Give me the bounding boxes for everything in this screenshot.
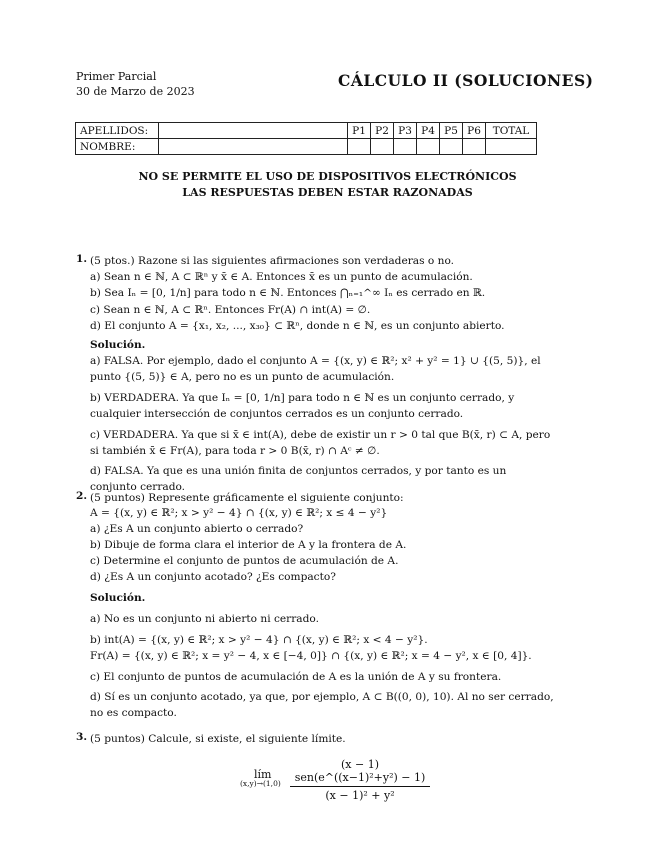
q1-item-a: a) Sean n ∈ ℕ, A ⊂ ℝⁿ y x̄ ∈ A. Entonces x̄ es un punto de acumulación. bbox=[90, 271, 473, 283]
q1-solution-d: d) FALSA. Ya que es una unión finita de conjuntos cerrados, y por tanto es un conjunto cerrado. bbox=[90, 465, 507, 493]
col-p5: P5 bbox=[440, 123, 463, 139]
question-number: 1. bbox=[76, 253, 88, 265]
q1-statement: (5 ptos.) Razone si las siguientes afirmaciones son verdaderas o no. bbox=[90, 255, 455, 267]
q2-solution-c: c) El conjunto de puntos de acumulación de A es la unión de A y su frontera. bbox=[90, 671, 502, 683]
col-p6: P6 bbox=[463, 123, 486, 139]
q2-item-a: a) ¿Es A un conjunto abierto o cerrado? bbox=[90, 523, 304, 535]
q1-item-b: b) Sea Iₙ = [0, 1/n] para todo n ∈ ℕ. Entonces ⋂ₙ₌₁^∞ Iₙ es cerrado en ℝ. bbox=[90, 287, 486, 299]
score-p6[interactable] bbox=[463, 139, 486, 155]
col-total: TOTAL bbox=[486, 123, 537, 139]
score-p2[interactable] bbox=[371, 139, 394, 155]
exam-header-left bbox=[76, 69, 195, 99]
exam-date: 30 de Marzo de 2023 bbox=[76, 85, 195, 98]
q2-item-d: d) ¿Es A un conjunto acotado? ¿Es compacto? bbox=[90, 571, 336, 583]
grade-table bbox=[75, 122, 537, 155]
q2-item-c: c) Determine el conjunto de puntos de acumulación de A. bbox=[90, 555, 399, 567]
grade-table-row bbox=[76, 139, 537, 155]
grade-table-row bbox=[76, 123, 537, 139]
exam-type: Primer Parcial bbox=[76, 70, 157, 83]
limit-subscript: (x,y)→(1,0) bbox=[240, 779, 281, 788]
question-number: 2. bbox=[76, 490, 88, 502]
question-number: 3. bbox=[76, 731, 88, 743]
q1-solution-c: c) VERDADERA. Ya que si x̄ ∈ int(A), debe de existir un r > 0 tal que B(x̄, r) ⊂ A, pero si también x̄ ∈ Fr(A), para toda r > 0 B(x̄, r) ∩ Aᶜ ≠ ∅. bbox=[90, 429, 551, 457]
q1-item-d: d) El conjunto A = {x₁, x₂, ..., x₃₀} ⊂ ℝⁿ, donde n ∈ ℕ, es un conjunto abierto. bbox=[90, 320, 505, 332]
score-p4[interactable] bbox=[417, 139, 440, 155]
page-title: CÁLCULO II (SOLUCIONES) bbox=[338, 71, 594, 90]
q2-solution-a: a) No es un conjunto ni abierto ni cerrado. bbox=[90, 613, 319, 625]
q1-solution-b: b) VERDADERA. Ya que Iₙ = [0, 1/n] para todo n ∈ ℕ es un conjunto cerrado, y cualquier intersección de conjuntos cerrados es un conjunto cerrado. bbox=[90, 392, 515, 420]
limit-numerator: (x − 1) sen(e^((x−1)²+y²) − 1) bbox=[290, 758, 430, 787]
limit-denominator: (x − 1)² + y² bbox=[325, 789, 395, 802]
q2-statement: (5 puntos) Represente gráficamente el siguiente conjunto: bbox=[90, 492, 404, 504]
col-p2: P2 bbox=[371, 123, 394, 139]
col-p4: P4 bbox=[417, 123, 440, 139]
q1-solution-label: Solución. bbox=[90, 339, 146, 351]
q2-solution-label: Solución. bbox=[90, 592, 146, 604]
surname-label: APELLIDOS: bbox=[76, 123, 159, 139]
notice-reasoning: LAS RESPUESTAS DEBEN ESTAR RAZONADAS bbox=[182, 186, 473, 199]
score-p3[interactable] bbox=[394, 139, 417, 155]
q2-solution-b-int: b) int(A) = {(x, y) ∈ ℝ²; x > y² − 4} ∩ {(x, y) ∈ ℝ²; x < 4 − y²}. bbox=[90, 634, 428, 646]
score-p5[interactable] bbox=[440, 139, 463, 155]
col-p3: P3 bbox=[394, 123, 417, 139]
surname-field[interactable] bbox=[159, 123, 348, 139]
q1-solution-a: a) FALSA. Por ejemplo, dado el conjunto A = {(x, y) ∈ ℝ²; x² + y² = 1} ∪ {(5, 5)}, el punto {(5, 5)} ∈ A, pero no es un punto de acumulación. bbox=[90, 355, 541, 383]
q1-item-c: c) Sean n ∈ ℕ, A ⊂ ℝⁿ. Entonces Fr(A) ∩ int(A) = ∅. bbox=[90, 304, 371, 316]
q2-solution-d: d) Sí es un conjunto acotado, ya que, por ejemplo, A ⊂ B((0, 0), 10). Al no ser cerrado, no es compacto. bbox=[90, 691, 554, 719]
q3-statement: (5 puntos) Calcule, si existe, el siguiente límite. bbox=[90, 733, 346, 745]
limit-word: lím bbox=[254, 768, 272, 781]
q2-set: A = {(x, y) ∈ ℝ²; x > y² − 4} ∩ {(x, y) ∈ ℝ²; x ≤ 4 − y²} bbox=[90, 507, 388, 519]
q2-item-b: b) Dibuje de forma clara el interior de A y la frontera de A. bbox=[90, 539, 407, 551]
limit-fraction bbox=[290, 758, 430, 802]
notice-devices: NO SE PERMITE EL USO DE DISPOSITIVOS ELECTRÓNICOS bbox=[138, 170, 517, 183]
col-p1: P1 bbox=[348, 123, 371, 139]
name-field[interactable] bbox=[159, 139, 348, 155]
score-p1[interactable] bbox=[348, 139, 371, 155]
name-label: NOMBRE: bbox=[76, 139, 159, 155]
q2-solution-b-fr: Fr(A) = {(x, y) ∈ ℝ²; x = y² − 4, x ∈ [−4, 0]} ∩ {(x, y) ∈ ℝ²; x = 4 − y², x ∈ [0, 4]}. bbox=[90, 650, 532, 662]
score-total[interactable] bbox=[486, 139, 537, 155]
